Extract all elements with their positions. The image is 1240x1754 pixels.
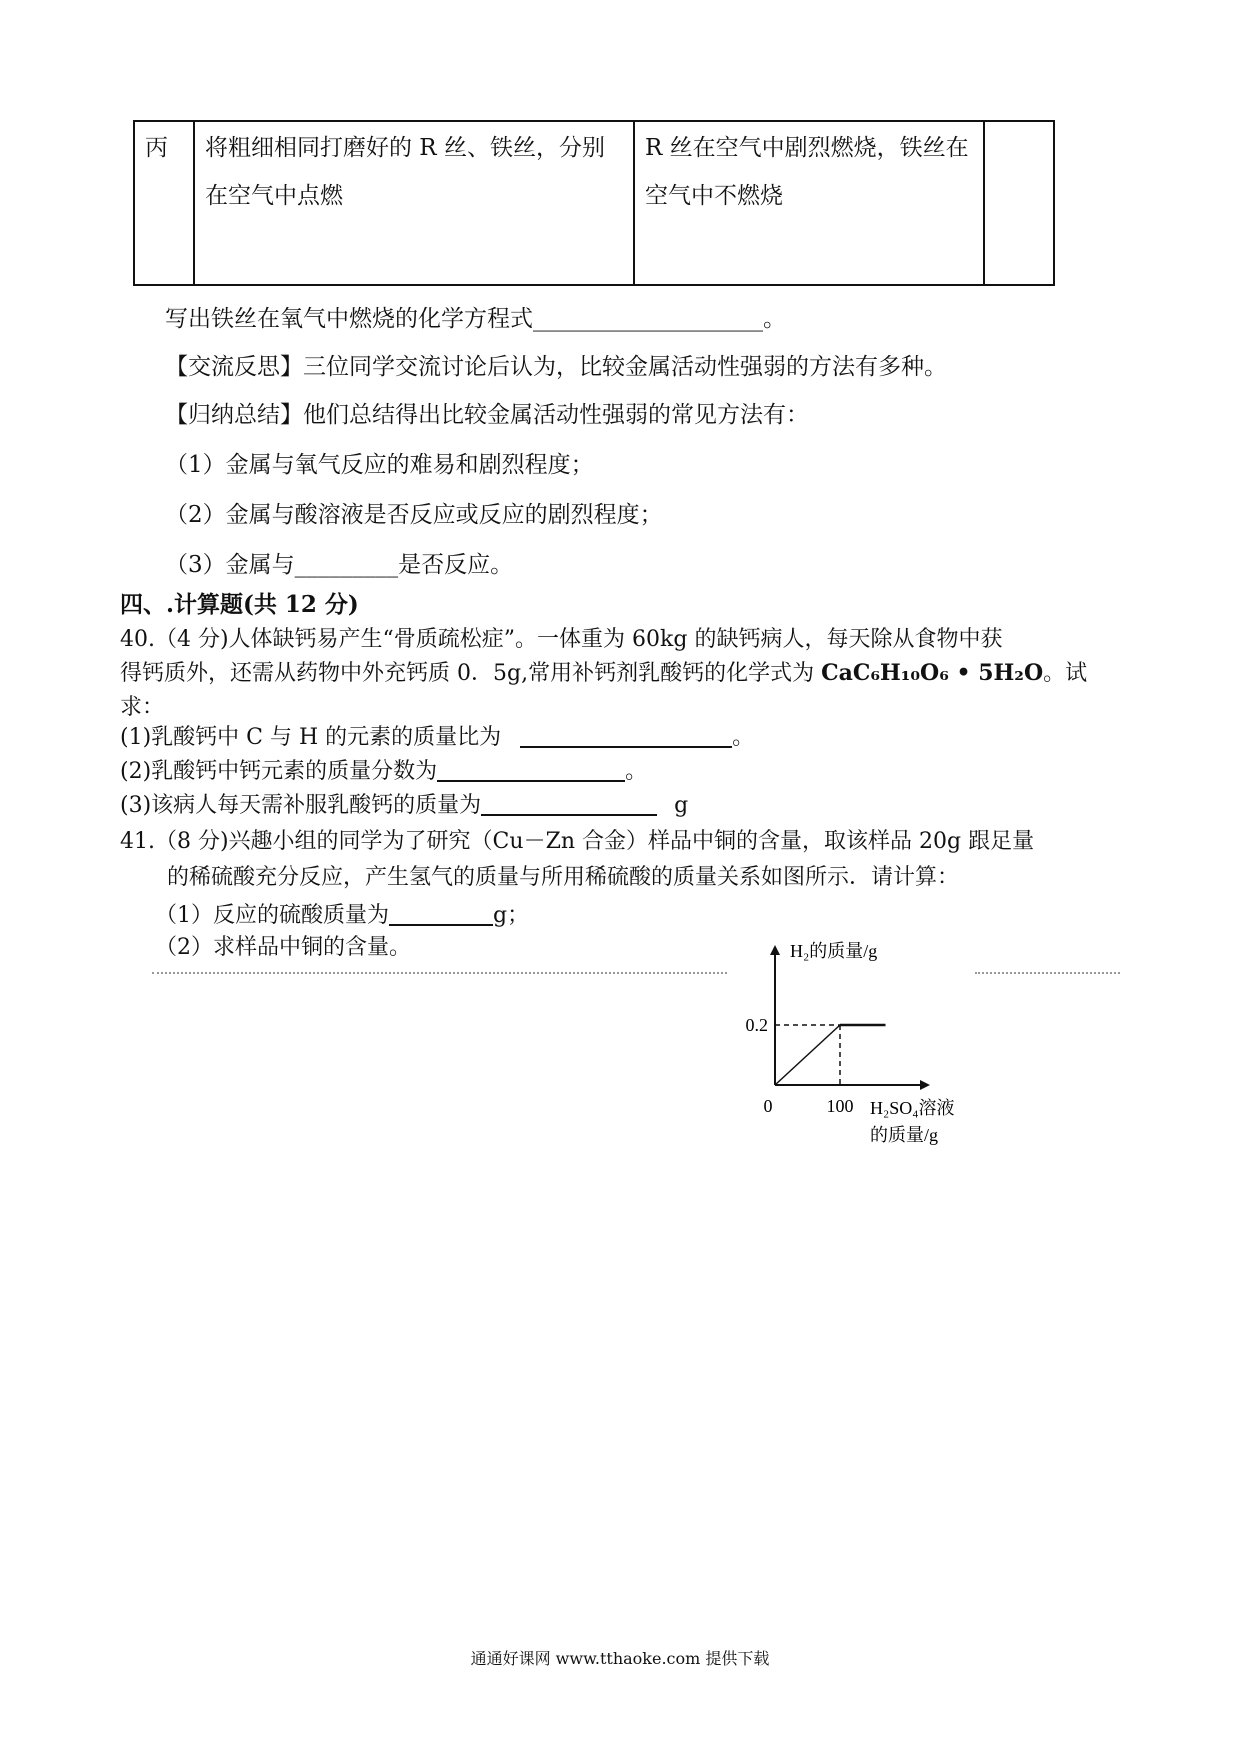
q40-sub3-unit: g — [674, 793, 689, 818]
x-tick-label: 100 — [826, 1096, 854, 1116]
h2-series — [775, 1025, 886, 1085]
q40-sub2-end: 。 — [625, 759, 648, 784]
equation-answer-blank[interactable]: ____________________ — [533, 306, 763, 332]
experiment-table — [133, 120, 1055, 286]
reflection-paragraph — [165, 348, 947, 381]
table-row — [134, 121, 1054, 285]
summary-text: 他们总结得出比较金属活动性强弱的常见方法有： — [303, 402, 809, 428]
q41-sub1-text: （1）反应的硫酸质量为 — [155, 903, 389, 928]
summary-tag: 【归纳总结】 — [165, 402, 303, 428]
q41-sub1-answer-blank[interactable] — [389, 900, 493, 926]
x-axis-label-line1: H₂SO₄溶液 — [870, 1098, 955, 1118]
equation-prompt-text: 写出铁丝在氧气中燃烧的化学方程式 — [165, 306, 533, 332]
dotted-divider-left — [152, 972, 727, 974]
reflection-tag: 【交流反思】 — [165, 354, 303, 380]
q40-line2 — [120, 656, 1087, 687]
x-axis-label-line2: 的质量/g — [870, 1125, 939, 1145]
q40-sub1-text: (1)乳酸钙中 C 与 H 的元素的质量比为 — [120, 725, 502, 750]
q40-line2-end: 。试 — [1043, 661, 1088, 686]
step-cell: 将粗细相同打磨好的 R 丝、铁丝，分别在空气中点燃 — [194, 121, 634, 285]
h2-mass-chart — [730, 935, 970, 1155]
y-tick-label: 0.2 — [745, 1015, 768, 1035]
lactate-formula: CaC₆H₁₀O₆ • 5H₂O — [821, 660, 1044, 686]
dotted-divider-right — [975, 972, 1120, 974]
q41-line2: 的稀硫酸充分反应，产生氢气的质量与所用稀硫酸的质量关系如图所示．请计算： — [167, 865, 960, 890]
q40-sub2-answer-blank[interactable] — [437, 756, 625, 782]
conclusion-cell — [984, 121, 1054, 285]
q40-sub1-end: 。 — [732, 725, 755, 750]
section-title: 四、.计算题(共 12 分) — [120, 591, 359, 618]
method-3 — [165, 546, 513, 579]
equation-prompt-end: 。 — [763, 306, 786, 332]
method-2: （2）金属与酸溶液是否反应或反应的剧烈程度； — [165, 502, 663, 528]
method-1: （1）金属与氧气反应的难易和剧烈程度； — [165, 452, 594, 478]
footer: 通通好课网 www.tthaoke.com 提供下载 — [470, 1649, 770, 1668]
q40-sub3-answer-blank[interactable] — [481, 790, 657, 816]
q41-line1: 41.（8 分)兴趣小组的同学为了研究（Cu－Zn 合金）样品中铜的含量，取该样品 20g 跟足量 — [120, 829, 1035, 854]
method-3-blank[interactable]: _________ — [294, 552, 399, 578]
q41-sub1 — [155, 898, 529, 929]
q41-sub1-unit: g； — [493, 903, 530, 928]
q40-sub2-text: (2)乳酸钙中钙元素的质量分数为 — [120, 759, 438, 784]
q41-sub2: （2）求样品中铜的含量。 — [155, 935, 411, 960]
method-3-suffix: 是否反应。 — [398, 552, 514, 578]
phenomenon-cell: R 丝在空气中剧烈燃烧，铁丝在空气中不燃烧 — [634, 121, 984, 285]
q40-sub2 — [120, 754, 647, 785]
reflection-text: 三位同学交流讨论后认为，比较金属活动性强弱的方法有多种。 — [303, 354, 947, 380]
series-segment — [775, 1025, 840, 1085]
group-cell: 丙 — [134, 121, 194, 285]
q40-sub1-answer-blank[interactable] — [520, 722, 732, 748]
q40-sub3-text: (3)该病人每天需补服乳酸钙的质量为 — [120, 793, 482, 818]
q40-sub3 — [120, 788, 688, 819]
summary-paragraph — [165, 396, 809, 429]
origin-label: 0 — [763, 1096, 773, 1116]
method-3-prefix: （3）金属与 — [165, 552, 295, 578]
equation-prompt — [165, 300, 786, 333]
q40-line1: 40.（4 分)人体缺钙易产生“骨质疏松症”。一体重为 60kg 的缺钙病人，每天除从食物中获 — [120, 627, 1003, 652]
y-axis-label: H₂的质量/g — [790, 941, 878, 961]
q40-line2-text: 得钙质外，还需从药物中外充钙质 0．5g,常用补钙剂乳酸钙的化学式为 — [120, 661, 822, 686]
q40-sub1 — [120, 720, 754, 751]
q40-line3: 求： — [120, 695, 165, 720]
